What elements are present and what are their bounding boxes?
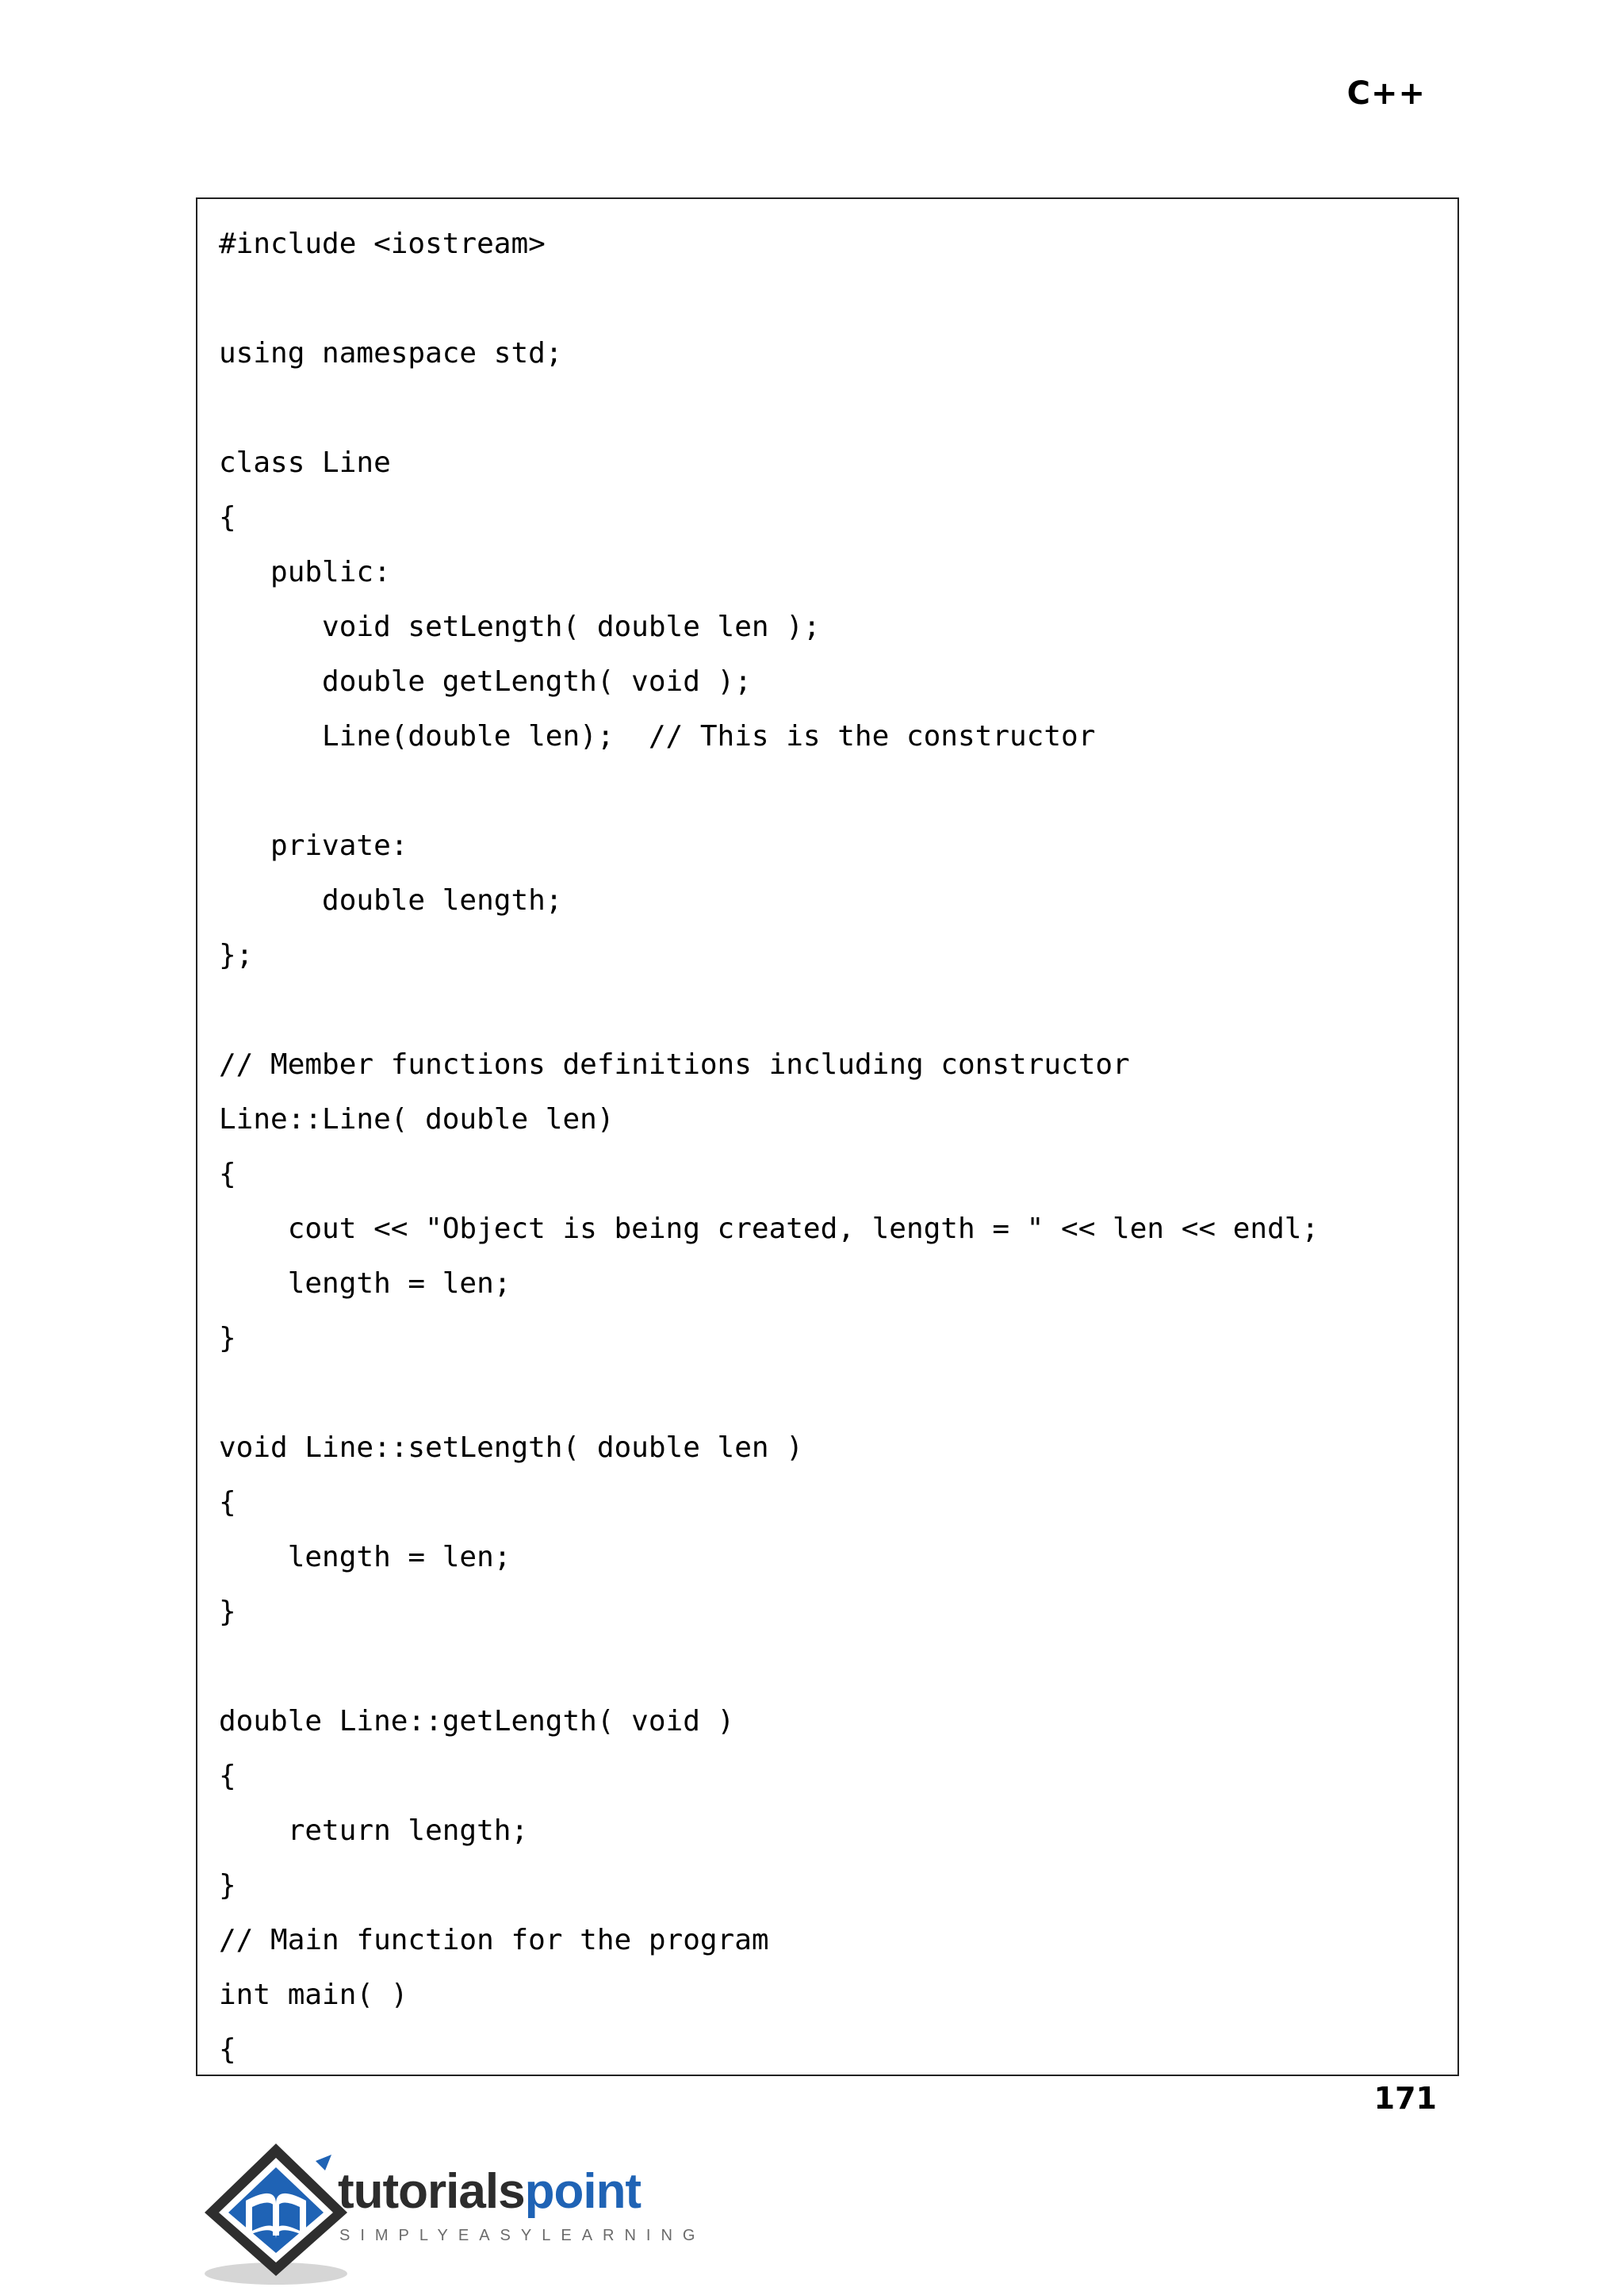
- code-line: }: [219, 1596, 236, 1628]
- code-line: {: [219, 1158, 236, 1190]
- code-line: {: [219, 1760, 236, 1792]
- code-line: [219, 381, 1442, 435]
- code-line: // Main function for the program: [219, 1924, 769, 1956]
- code-line: [219, 764, 1442, 818]
- code-line: Line::Line( double len): [219, 1103, 615, 1136]
- chapter-title: C++: [1346, 75, 1426, 112]
- code-line: Line(double len); // This is the constructor: [219, 720, 1096, 753]
- code-line: // Member functions definitions including constructor: [219, 1048, 1130, 1081]
- code-line: [219, 271, 1442, 326]
- code-line: void Line::setLength( double len ): [219, 1431, 803, 1464]
- code-line: cout << "Object is being created, length = " << len << endl;: [219, 1213, 1320, 1245]
- code-line: using namespace std;: [219, 337, 563, 370]
- code-block: [196, 197, 1459, 2076]
- code-line: {: [219, 1486, 236, 1519]
- code-line: double length;: [219, 884, 563, 917]
- code-line: public:: [219, 556, 391, 588]
- code-line: double Line::getLength( void ): [219, 1705, 735, 1738]
- code-line: [219, 1639, 1442, 1694]
- code-line: int main( ): [219, 1979, 408, 2011]
- code-line: {: [219, 501, 236, 534]
- code-line: {: [219, 2033, 236, 2066]
- code-line: }: [219, 1322, 236, 1354]
- logo-wordmark: [338, 2164, 642, 2219]
- logo-word-tutorials: tutorials: [338, 2164, 525, 2219]
- code-line: double getLength( void );: [219, 665, 752, 698]
- tutorialspoint-logo: [197, 2137, 706, 2288]
- code-line: length = len;: [219, 1541, 511, 1573]
- code-line: [219, 1366, 1442, 1420]
- code-line: void setLength( double len );: [219, 611, 821, 643]
- code-line: }: [219, 1869, 236, 1902]
- code-line: class Line: [219, 446, 391, 479]
- logo-mark-icon: [197, 2137, 355, 2288]
- logo-word-point: point: [524, 2164, 642, 2219]
- code-line: #include <iostream>: [219, 228, 546, 260]
- code-line: [219, 983, 1442, 1037]
- code-line: private:: [219, 829, 408, 862]
- code-line: return length;: [219, 1814, 529, 1847]
- code-line: };: [219, 939, 254, 971]
- code-line: length = len;: [219, 1267, 511, 1300]
- page-number: 171: [1373, 2081, 1437, 2116]
- code-lines: [219, 216, 1442, 2076]
- logo-tagline: SIMPLYEASYLEARNING: [339, 2227, 706, 2244]
